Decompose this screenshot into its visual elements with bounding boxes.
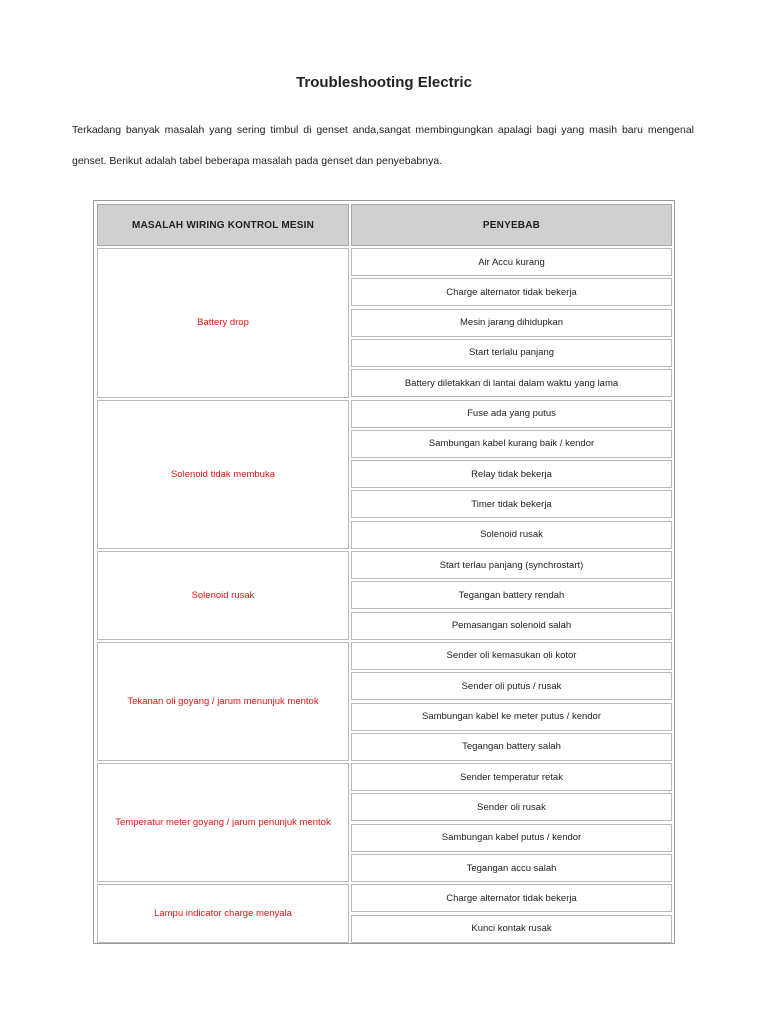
problem-cell: Temperatur meter goyang / jarum penunjuk mentok [97,763,349,882]
troubleshooting-table [93,200,675,944]
cause-cell: Start terlau panjang (synchrostart) [351,551,672,579]
problem-cell: Battery drop [97,248,349,398]
intro-paragraph: Terkadang banyak masalah yang sering timbul di genset anda,sangat membingungkan apalagi bagi yang masih baru mengenal genset. Berikut adalah tabel beberapa masalah pada genset dan penyebabnya. [72,124,694,167]
page-title: Troubleshooting Electric [296,74,472,91]
cause-cell: Kunci kontak rusak [351,915,672,943]
cause-cell: Start terlalu panjang [351,339,672,367]
cause-cell: Battery diletakkan di lantai dalam waktu yang lama [351,369,672,397]
header-cause: PENYEBAB [351,204,672,246]
problem-cell: Tekanan oli goyang / jarum menunjuk mentok [97,642,349,761]
cause-cell: Sambungan kabel ke meter putus / kendor [351,703,672,731]
cause-cell: Sender temperatur retak [351,763,672,791]
problem-cell: Lampu indicator charge menyala [97,884,349,943]
cause-cell: Relay tidak bekerja [351,460,672,488]
cause-cell: Timer tidak bekerja [351,490,672,518]
cause-cell: Tegangan accu salah [351,854,672,882]
problem-cell: Solenoid tidak membuka [97,400,349,550]
cause-cell: Sender oli kemasukan oli kotor [351,642,672,670]
cause-cell: Sambungan kabel putus / kendor [351,824,672,852]
cause-cell: Air Accu kurang [351,248,672,276]
cause-cell: Mesin jarang dihidupkan [351,309,672,337]
cause-cell: Charge alternator tidak bekerja [351,884,672,912]
cause-cell: Pemasangan solenoid salah [351,612,672,640]
cause-cell: Fuse ada yang putus [351,400,672,428]
cause-cell: Sender oli putus / rusak [351,672,672,700]
problem-cell: Solenoid rusak [97,551,349,640]
cause-cell: Sender oli rusak [351,793,672,821]
cause-cell: Charge alternator tidak bekerja [351,278,672,306]
cause-cell: Solenoid rusak [351,521,672,549]
cause-cell: Sambungan kabel kurang baik / kendor [351,430,672,458]
header-problem: MASALAH WIRING KONTROL MESIN [97,204,349,246]
cause-cell: Tegangan battery rendah [351,581,672,609]
cause-cell: Tegangan battery salah [351,733,672,761]
